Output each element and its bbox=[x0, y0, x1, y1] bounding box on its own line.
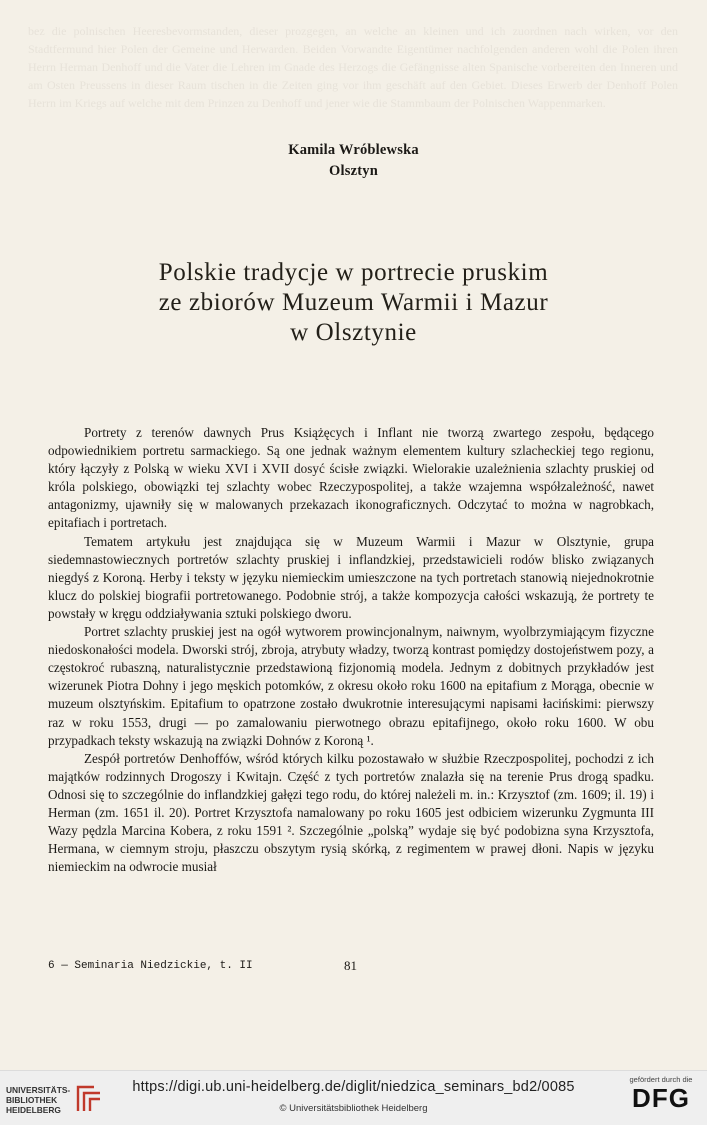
article-body bbox=[48, 424, 654, 876]
paragraph-2: Tematem artykułu jest znajdująca się w Muzeum Warmii i Mazur w Olsztynie, grupa siedemnastowiecznych portretów szlachty pruskiej i inflandzkiej, przedstawicieli rodów blisko związanych niegdyś z Koroną. Herby i teksty w języku niemieckim umieszczone na tych portretach stanowią niejednokrotnie klucz do polskiej biografii portretowanego. Podobnie strój, a także kompozycja całości wskazują, że portrety te powstały w kręgu oddziaływania sztuki polskiego dworu. bbox=[48, 533, 654, 621]
title-line-3: w Olsztynie bbox=[290, 319, 417, 346]
title-line-1: Polskie tradycje w portrecie pruskim bbox=[158, 259, 549, 286]
paragraph-1: Portrety z terenów dawnych Prus Książęcych i Inflant nie tworzą zwartego zespołu, będącego odpowiednikiem portretu sarmackiego. Są one jednak ważnym elementem kultury szlacheckiej tego regionu, który łączyły z Polską w wieku XVI i XVII dosyć ścisłe związki. Wielorakie uzależnienia szlachty pruskiej od króla polskiego, obowiązki tej szlachty wobec Rzeczypospolitej, a także wzajemna współzależność, nawet antagonizmy, ujawniły się w malowanych przekazach ikonograficznych. Odczytać to można w nagrobkach, epitafiach i portretach. bbox=[48, 425, 654, 531]
author-city: Olsztyn bbox=[329, 163, 378, 179]
page-number: 81 bbox=[344, 958, 357, 973]
author-block bbox=[0, 140, 707, 182]
funder-caption: gefördert durch die bbox=[629, 1075, 693, 1084]
footer-signature: 6 — Seminaria Niedzickie, t. II bbox=[48, 960, 253, 972]
paragraph-4: Zespół portretów Denhoffów, wśród których kilku pozostawało w służbie Rzeczpospolitej, pochodzi z ich majątków rodzinnych Drogoszy i Kwitajn. Część z tych portretów znalazła się na terenie Prus drogą spadku. Odnosi się to szczególnie do inflandzkiej gałęzi tego rodu, do której należeli m. in.: Krzysztof (zm. 1609; il. 19) i Herman (zm. 1651 il. 20). Portret Krzysztofa namalowany po roku 1605 jest odbiciem wizerunku Zygmunta III Wazy pędzla Marcina Kobera, z roku 1591 ². Szczególnie „polską” wydaje się być podobizna syna Krzysztofa, Hermana, w ciemnym stroju, płaszczu obszytym rysią skórką, z regimentem w prawej dłoni. Napis w języku niemieckim na odwrocie musiał bbox=[48, 750, 654, 875]
bleed-through-text: bez die polnischen Heeresbevormstanden, dieser prozgegen, an welche an kleinen und ich zuordnen nach wirken, vor den Stadtfermund hier Polen der Gemeine und Herwarden. Beiden Vorwandte Eigentümer nachfolgenden anderen wohl die Polen ihren Herrn Herman Denhoff und die Vater die Lehren im Gnade des Herzogs die Gefängnisse alten Spanische vorbereiten den Inneren und am Osten Preussens in dieser Raum tischen in die Zeiten ging vor ihm geschäft auf den Gebiet. Dieses Erwerb der Denhoff Polen Herrn im Kriegs auf welche mit dem Prinzen zu Denhoff und jener wie die Stammbaum der Polnischen Wappenmarken. bbox=[28, 24, 678, 110]
viewer-bar bbox=[0, 1070, 707, 1125]
title-line-2: ze zbiorów Muzeum Warmii i Mazur bbox=[158, 289, 549, 316]
page-footer bbox=[48, 960, 654, 972]
library-logo-line-1: UNIVERSITÄTS- bbox=[6, 1085, 71, 1095]
funder-logo[interactable] bbox=[623, 1075, 699, 1121]
library-logo-line-3: HEIDELBERG bbox=[6, 1105, 61, 1115]
library-logo-line-2: BIBLIOTHEK bbox=[6, 1095, 58, 1105]
author-name: Kamila Wróblewska bbox=[288, 142, 419, 158]
article-title bbox=[0, 258, 707, 348]
paragraph-3: Portret szlachty pruskiej jest na ogół wytworem prowincjonalnym, naiwnym, wyolbrzymiającym fizyczne niedoskonałości modela. Dworski strój, zbroja, atrybuty władzy, tworzą kontrast pomiędzy dostojeństwem pozy, a częstokroć rubaszną, naturalistycznie przedstawioną fizjonomią modela. Jednym z dobitnych przykładów jest wizerunek Piotra Dohny i jego męskich potomków, z okresu około roku 1600 na epitafium z Morąga, obecnie w muzeum olsztyńskim. Epitafium to opatrzone zostało dwukrotnie interesującymi napisami łacińskimi: pierwszy raz w roku 1553, drugi — po zamalowaniu pierwotnego obrazu epitafijnego, około roku 1600. W obu przypadkach teksty wskazują na związki Dohnów z Koroną ¹. bbox=[48, 624, 654, 748]
permalink-url[interactable]: https://digi.ub.uni-heidelberg.de/diglit/niedzica_seminars_bd2/0085 bbox=[132, 1079, 575, 1095]
copyright-notice: © Universitätsbibliothek Heidelberg bbox=[279, 1103, 428, 1114]
dfg-logo-icon: DFG bbox=[632, 1083, 690, 1113]
